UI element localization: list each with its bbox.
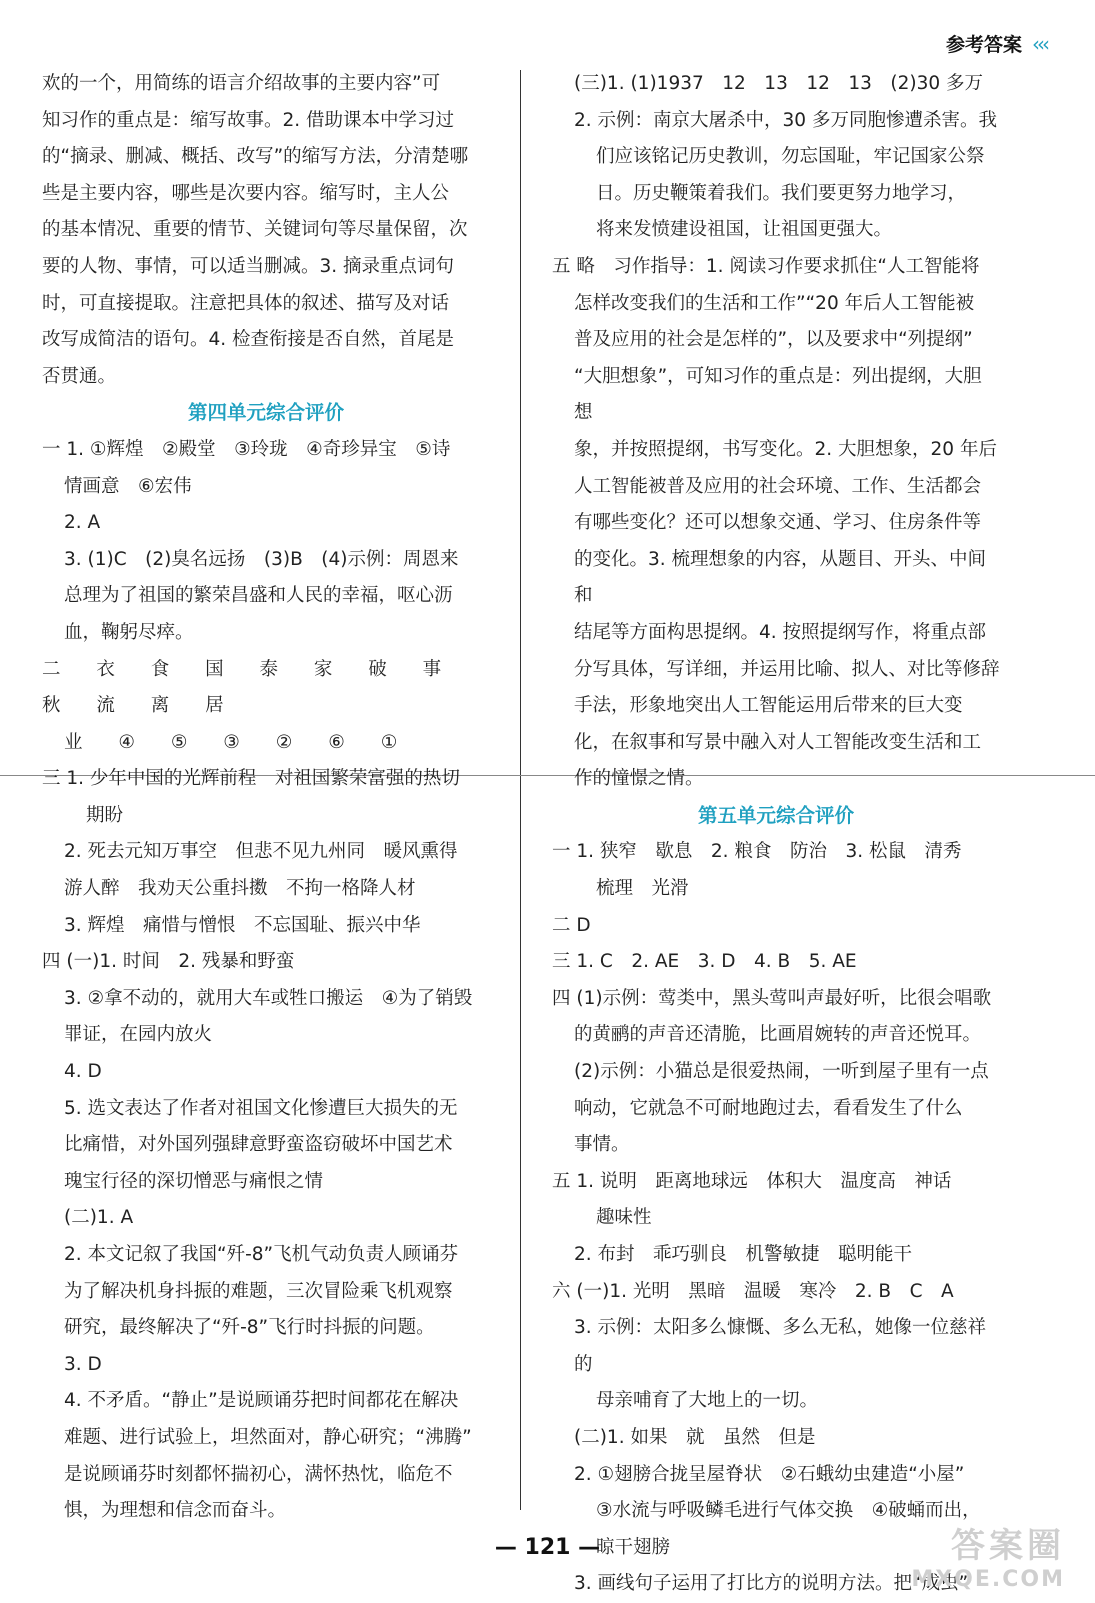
watermark-title: 答案圈 bbox=[951, 1526, 1065, 1566]
text-line: 们应该铭记历史教训，勿忘国耻，牢记国家公祭 bbox=[596, 146, 985, 168]
text-line: 2. A bbox=[64, 512, 101, 534]
text-line: 否贯通。 bbox=[42, 365, 117, 387]
text-line: 趣味性 bbox=[596, 1207, 652, 1229]
text-line: (三)1. (1)1937 12 13 12 13 (2)30 多万 bbox=[574, 73, 984, 94]
text-line: 罪证，在园内放火 bbox=[64, 1024, 213, 1046]
text-line: 2. 布封 乖巧驯良 机警敏捷 聪明能干 bbox=[574, 1244, 913, 1265]
text-line: 2. 死去元知万事空 但悲不见九州同 暖风熏得 bbox=[64, 841, 458, 863]
text-line: 欢的一个，用简练的语言介绍故事的主要内容”可 bbox=[42, 73, 441, 94]
watermark-logo bbox=[911, 1518, 1065, 1592]
header-title: 参考答案 bbox=[945, 34, 1022, 56]
text-line: 情画意 ⑥宏伟 bbox=[64, 475, 192, 497]
text-line: 分写具体，写详细，并运用比喻、拟人、对比等修辞 bbox=[574, 658, 1000, 680]
text-line: 的基本情况、重要的情节、关键词句等尽量保留，次 bbox=[42, 219, 468, 241]
watermark-url: MXQE.COM bbox=[911, 1567, 1065, 1592]
text-line: 有哪些变化？还可以想象交通、学习、住房条件等 bbox=[574, 512, 982, 534]
text-line: 三 1. 少年中国的光辉前程 对祖国繁荣富强的热切 bbox=[42, 768, 460, 790]
text-line: 3. (1)C (2)臭名远扬 (3)B (4)示例：周恩来 bbox=[64, 548, 459, 570]
text-line: 作的憧憬之情。 bbox=[574, 768, 704, 790]
text-line: 象，并按照提纲，书写变化。2. 大胆想象，20 年后 bbox=[574, 438, 997, 460]
text-line: 比痛惜，对外国列强肆意野蛮盗窃破坏中国艺术 bbox=[64, 1134, 453, 1156]
left-column bbox=[42, 66, 490, 1530]
text-line: 期盼 bbox=[86, 804, 124, 826]
text-line: 4. D bbox=[64, 1061, 102, 1083]
text-line: 总理为了祖国的繁荣昌盛和人民的幸福，呕心沥 bbox=[64, 585, 453, 607]
text-line: 的变化。3. 梳理想象的内容，从题目、开头、中间和 bbox=[574, 548, 987, 607]
text-line: 六 (一)1. 光明 黑暗 温暖 寒冷 2. B C A bbox=[552, 1280, 954, 1302]
text-line: 3. D bbox=[64, 1353, 102, 1375]
text-line: 响动，它就急不可耐地跑过去，看看发生了什么 bbox=[574, 1097, 963, 1119]
text-line: 3. 辉煌 痛惜与憎恨 不忘国耻、振兴中华 bbox=[64, 914, 421, 936]
page-number: — 121 — bbox=[494, 1535, 601, 1560]
text-line: 二 衣 食 国 泰 家 破 事 秋 流 离 居 bbox=[42, 658, 457, 717]
section-heading-unit4: 第四单元综合评价 bbox=[187, 401, 344, 425]
text-line: 2. 本文记叙了我国“歼-8”飞机气动负责人顾诵芬 bbox=[64, 1244, 459, 1265]
chevron-left-icon: ‹‹‹ bbox=[1032, 31, 1047, 56]
text-line: 四 (1)示例：莺类中，黑头莺叫声最好听，比很会唱歌 bbox=[552, 987, 992, 1009]
text-line: 知习作的重点是：缩写故事。2. 借助课本中学习过 bbox=[42, 109, 455, 131]
text-line: 难题、进行试验上，坦然面对，静心研究；“沸腾” bbox=[64, 1426, 472, 1448]
text-line: 5. 选文表达了作者对祖国文化惨遭巨大损失的无 bbox=[64, 1097, 458, 1119]
text-line: 瑰宝行径的深切憎恶与痛恨之情 bbox=[64, 1170, 324, 1192]
text-line: 五 略 习作指导：1. 阅读习作要求抓住“人工智能将 bbox=[552, 255, 980, 277]
text-line: 梳理 光滑 bbox=[596, 878, 689, 900]
section-heading-unit5: 第五单元综合评价 bbox=[697, 803, 854, 827]
column-divider bbox=[520, 70, 521, 1510]
text-line: 3. 画线句子运用了打比方的说明方法。把“成虫” bbox=[574, 1573, 969, 1595]
text-line: 手法，形象地突出人工智能运用后带来的巨大变 bbox=[574, 695, 963, 717]
text-line: 一 1. ①辉煌 ②殿堂 ③玲珑 ④奇珍异宝 ⑤诗 bbox=[42, 438, 451, 460]
text-line: 要的人物、事情，可以适当删减。3. 摘录重点词句 bbox=[42, 255, 455, 277]
text-line: 时，可直接提取。注意把具体的叙述、描写及对话 bbox=[42, 292, 450, 314]
text-line: 将来发愤建设祖国，让祖国更强大。 bbox=[596, 219, 893, 241]
text-line: 是说顾诵芬时刻都怀揣初心，满怀热忱，临危不 bbox=[64, 1463, 453, 1485]
text-line: 四 (一)1. 时间 2. 残暴和野蛮 bbox=[42, 951, 295, 973]
text-line: 惧，为理想和信念而奋斗。 bbox=[64, 1500, 287, 1522]
text-line: 事情。 bbox=[574, 1134, 630, 1156]
text-line: 五 1. 说明 距离地球远 体积大 温度高 神话 bbox=[552, 1170, 952, 1192]
text-line: 3. ②拿不动的，就用大车或牲口搬运 ④为了销毁 bbox=[64, 987, 473, 1009]
text-line: 血，鞠躬尽瘁。 bbox=[64, 621, 194, 643]
text-line: 二 D bbox=[552, 914, 591, 936]
text-line: “大胆想象”，可知习作的重点是：列出提纲，大胆想 bbox=[574, 365, 982, 424]
page-header bbox=[946, 30, 1047, 57]
text-line: 晾干翅膀 bbox=[596, 1536, 671, 1558]
text-line: 3. 示例：太阳多么慷慨、多么无私，她像一位慈祥的 bbox=[574, 1317, 987, 1375]
text-line: (2)示例：小猫总是很爱热闹，一听到屋子里有一点 bbox=[574, 1061, 989, 1083]
text-line: ③水流与呼吸鳞毛进行气体交换 ④破蛹而出， bbox=[596, 1500, 981, 1522]
text-line: 游人醉 我劝天公重抖擞 不拘一格降人材 bbox=[64, 878, 416, 900]
text-line: 4. 不矛盾。“静止”是说顾诵芬把时间都花在解决 bbox=[64, 1390, 459, 1412]
text-line: 化，在叙事和写景中融入对人工智能改变生活和工 bbox=[574, 731, 982, 753]
text-line: 研究，最终解决了“歼-8”飞行时抖振的问题。 bbox=[64, 1317, 435, 1339]
text-line: 改写成简洁的语句。4. 检查衔接是否自然，首尾是 bbox=[42, 329, 455, 351]
text-line: 日。历史鞭策着我们。我们要更努力地学习， bbox=[596, 182, 967, 204]
text-line: 2. 示例：南京大屠杀中，30 多万同胞惨遭杀害。我 bbox=[574, 109, 997, 131]
text-line: 结尾等方面构思提纲。4. 按照提纲写作，将重点部 bbox=[574, 621, 987, 643]
text-line: 些是主要内容，哪些是次要内容。缩写时，主人公 bbox=[42, 182, 450, 204]
text-line: 一 1. 狭窄 歇息 2. 粮食 防治 3. 松鼠 清秀 bbox=[552, 841, 962, 863]
text-line: 母亲哺育了大地上的一切。 bbox=[596, 1390, 819, 1412]
text-line: 怎样改变我们的生活和工作”“20 年后人工智能被 bbox=[574, 292, 975, 314]
text-line: 普及应用的社会是怎样的”，以及要求中“列提纲” bbox=[574, 329, 973, 351]
text-line: 的“摘录、删减、概括、改写”的缩写方法，分清楚哪 bbox=[42, 146, 469, 168]
text-line: (二)1. 如果 就 虽然 但是 bbox=[574, 1426, 816, 1448]
text-line: 人工智能被普及应用的社会环境、工作、生活都会 bbox=[574, 475, 982, 497]
text-line: (二)1. A bbox=[64, 1207, 134, 1229]
text-line: 的黄鹂的声音还清脆，比画眉婉转的声音还悦耳。 bbox=[574, 1024, 982, 1046]
text-line: 三 1. C 2. AE 3. D 4. B 5. AE bbox=[552, 951, 857, 973]
text-line: 2. ①翅膀合拢呈屋脊状 ②石蛾幼虫建造“小屋” bbox=[574, 1463, 965, 1485]
text-line: 业 ④ ⑤ ③ ② ⑥ ① bbox=[64, 731, 413, 753]
text-line: 为了解决机身抖振的难题，三次冒险乘飞机观察 bbox=[64, 1280, 453, 1302]
right-column bbox=[552, 66, 1000, 1603]
